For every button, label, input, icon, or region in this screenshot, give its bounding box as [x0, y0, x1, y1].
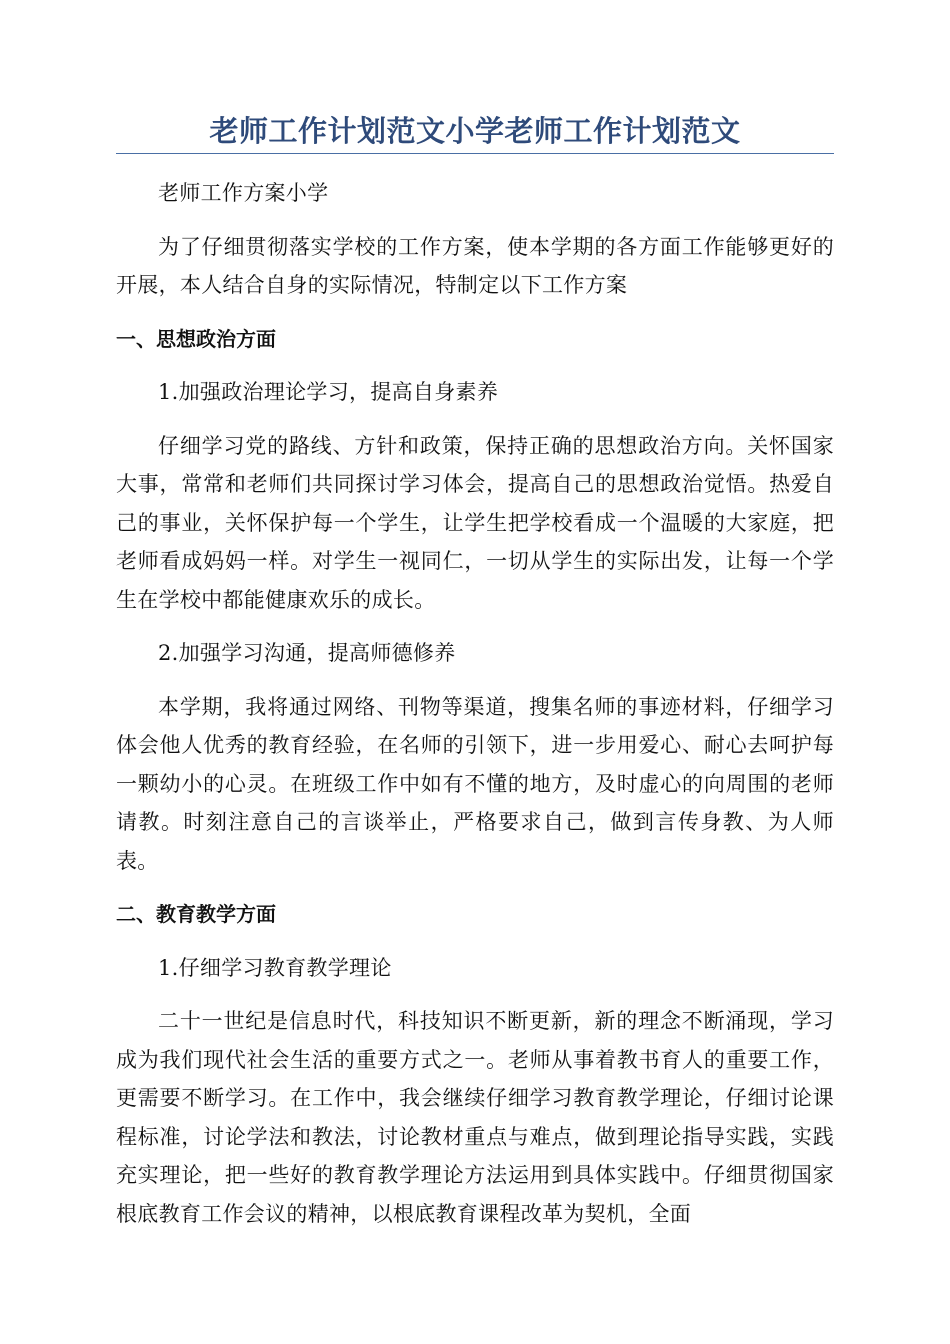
section-heading: 二、教育教学方面	[116, 902, 276, 926]
subsection-heading: 2.加强学习沟通，提高师德修养	[158, 641, 456, 665]
document-title: 老师工作计划范文小学老师工作计划范文	[209, 114, 741, 148]
document-body	[116, 174, 834, 1233]
paragraph: 仔细学习党的路线、方针和政策，保持正确的思想政治方向。关怀国家大事，常常和老师们共同探讨学习体会，提高自己的思想政治觉悟。热爱自己的事业，关怀保护每一个学生，让学生把学校看成一个温暖的大家庭，把老师看成妈妈一样。对学生一视同仁，一切从学生的实际出发，让每一个学生在学校中都能健康欢乐的成长。	[116, 433, 834, 612]
subsection-heading: 1.仔细学习教育教学理论	[158, 955, 392, 980]
subsection-heading: 1.加强政治理论学习，提高自身素养	[158, 380, 499, 404]
title-underline	[116, 153, 834, 154]
paragraph: 老师工作方案小学	[158, 181, 329, 205]
paragraph: 二十一世纪是信息时代，科技知识不断更新，新的理念不断涌现，学习成为我们现代社会生活的重要方式之一。老师从事着教书育人的重要工作，更需要不断学习。在工作中，我会继续仔细学习教育教学理论，仔细讨论课程标准，讨论学法和教法，讨论教材重点与难点，做到理论指导实践，实践充实理论，把一些好的教育教学理论方法运用到具体实践中。仔细贯彻国家根底教育工作会议的精神，以根底教育课程改革为契机，全面	[116, 1009, 834, 1226]
document-page	[116, 112, 834, 1248]
paragraph: 本学期，我将通过网络、刊物等渠道，搜集名师的事迹材料，仔细学习体会他人优秀的教育经验，在名师的引领下，进一步用爱心、耐心去呵护每一颗幼小的心灵。在班级工作中如有不懂的地方，及时虚心的向周围的老师请教。时刻注意自己的言谈举止，严格要求自己，做到言传身教、为人师表。	[116, 694, 834, 873]
paragraph: 为了仔细贯彻落实学校的工作方案，使本学期的各方面工作能够更好的开展，本人结合自身的实际情况，特制定以下工作方案	[116, 234, 834, 297]
section-heading: 一、思想政治方面	[116, 326, 276, 351]
